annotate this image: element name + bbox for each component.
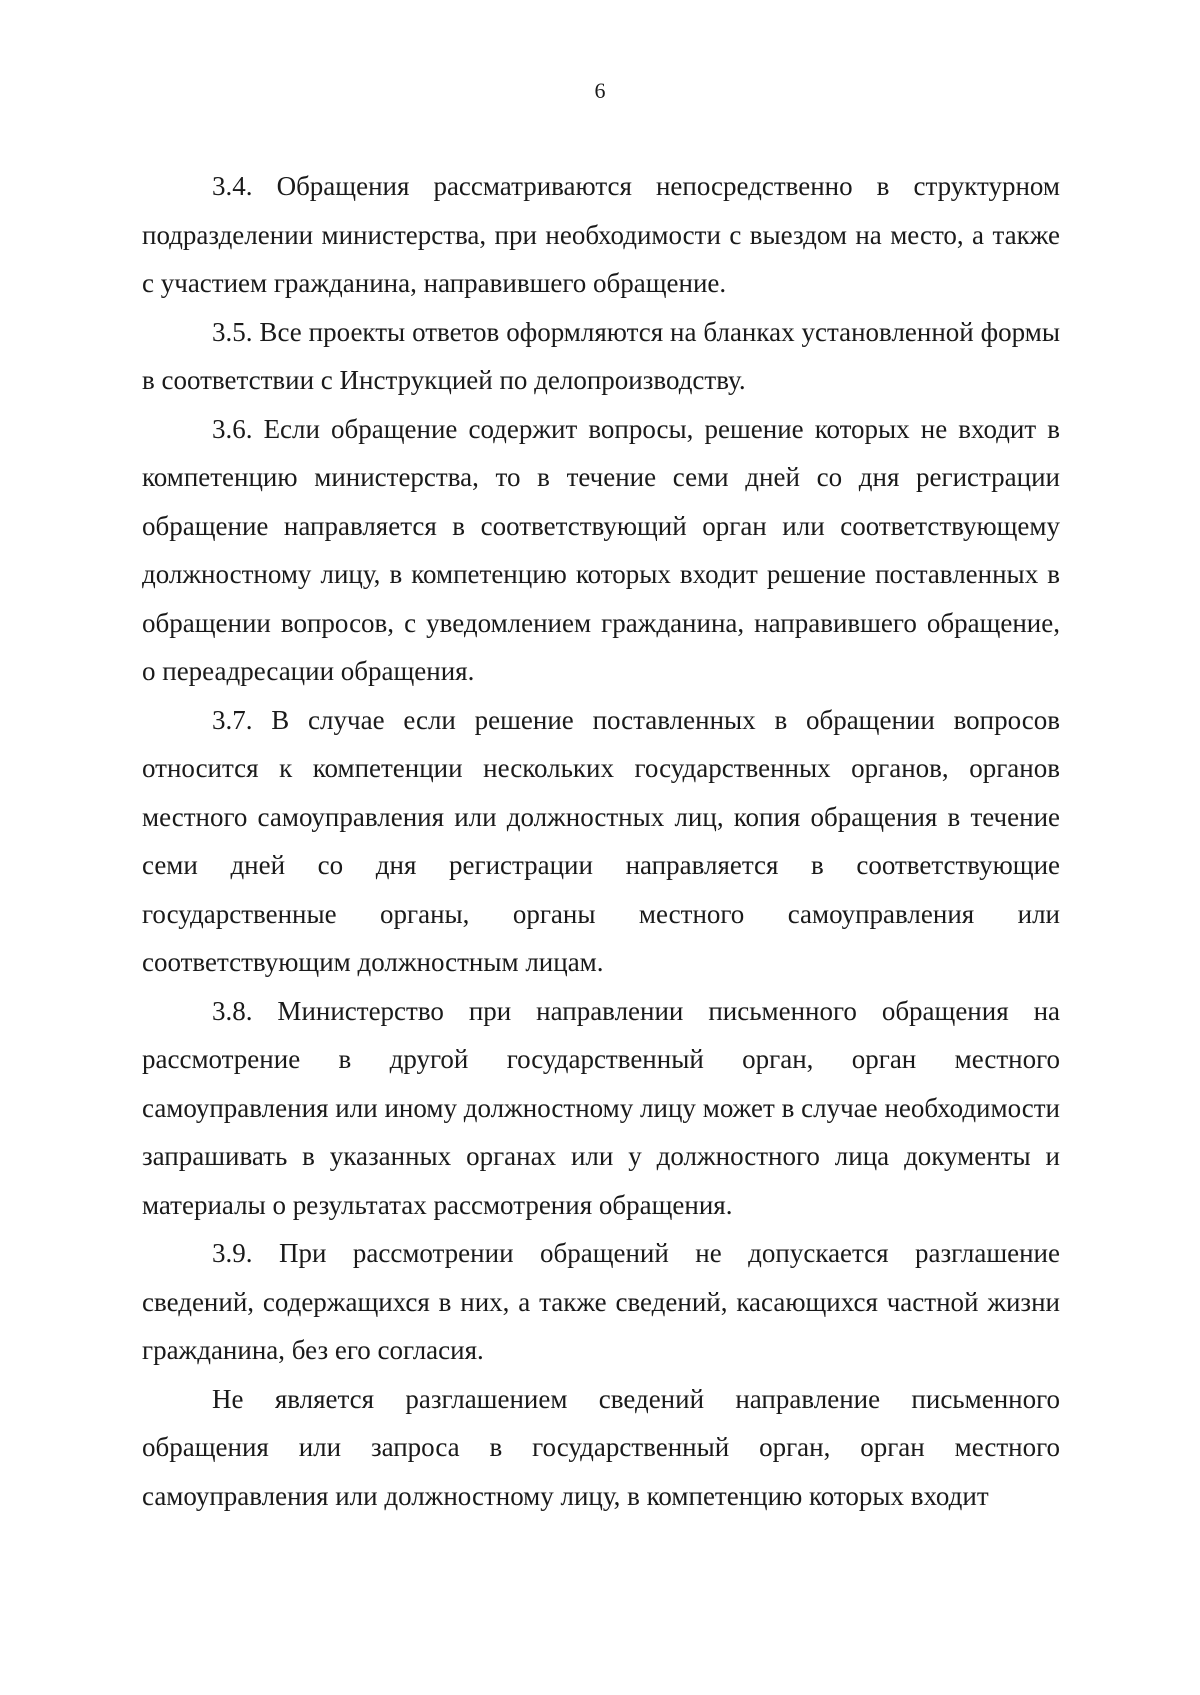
paragraph-continuation: Не является разглашением сведений направление письменного обращения или запроса в государственный орган, орган местного самоуправления или должностному лицу, в компетенцию которых входит	[142, 1383, 1060, 1511]
paragraph-3-5: 3.5. Все проекты ответов оформляются на бланках установленной формы в соответствии с Инструкцией по делопроизводству.	[142, 316, 1060, 395]
paragraph-3-9: 3.9. При рассмотрении обращений не допускается разглашение сведений, содержащихся в них, а также сведений, касающихся частной жизни гражданина, без его согласия.	[142, 1238, 1060, 1365]
paragraph-3-8: 3.8. Министерство при направлении письменного обращения на рассмотрение в другой государственный орган, орган местного самоуправления или иному должностному лицу может в случае необходимости запрашивать в указанных органах или у должностного лица документы и материалы о результатах рассмотрения обращения.	[142, 995, 1060, 1220]
paragraph-3-7: 3.7. В случае если решение поставленных в обращении вопросов относится к компетенции нескольких государственных органов, органов местного самоуправления или должностных лиц, копия обращения в течение семи дней со дня регистрации направляется в соответствующие государственные органы, органы местного самоуправления или соответствующим должностным лицам.	[142, 704, 1060, 977]
document-body	[142, 162, 1060, 1520]
paragraph-3-4: 3.4. Обращения рассматриваются непосредственно в структурном подразделении министерства, при необходимости с выездом на место, а также с участием гражданина, направившего обращение.	[142, 171, 1060, 298]
page-number: 6	[594, 78, 606, 103]
paragraph-3-6: 3.6. Если обращение содержит вопросы, решение которых не входит в компетенцию министерства, то в течение семи дней со дня регистрации обращение направляется в соответствующий орган или соответствующему должностному лицу, в компетенцию которых входит решение поставленных в обращении вопросов, с уведомлением гражданина, направившего обращение, о переадресации обращения.	[142, 413, 1060, 686]
